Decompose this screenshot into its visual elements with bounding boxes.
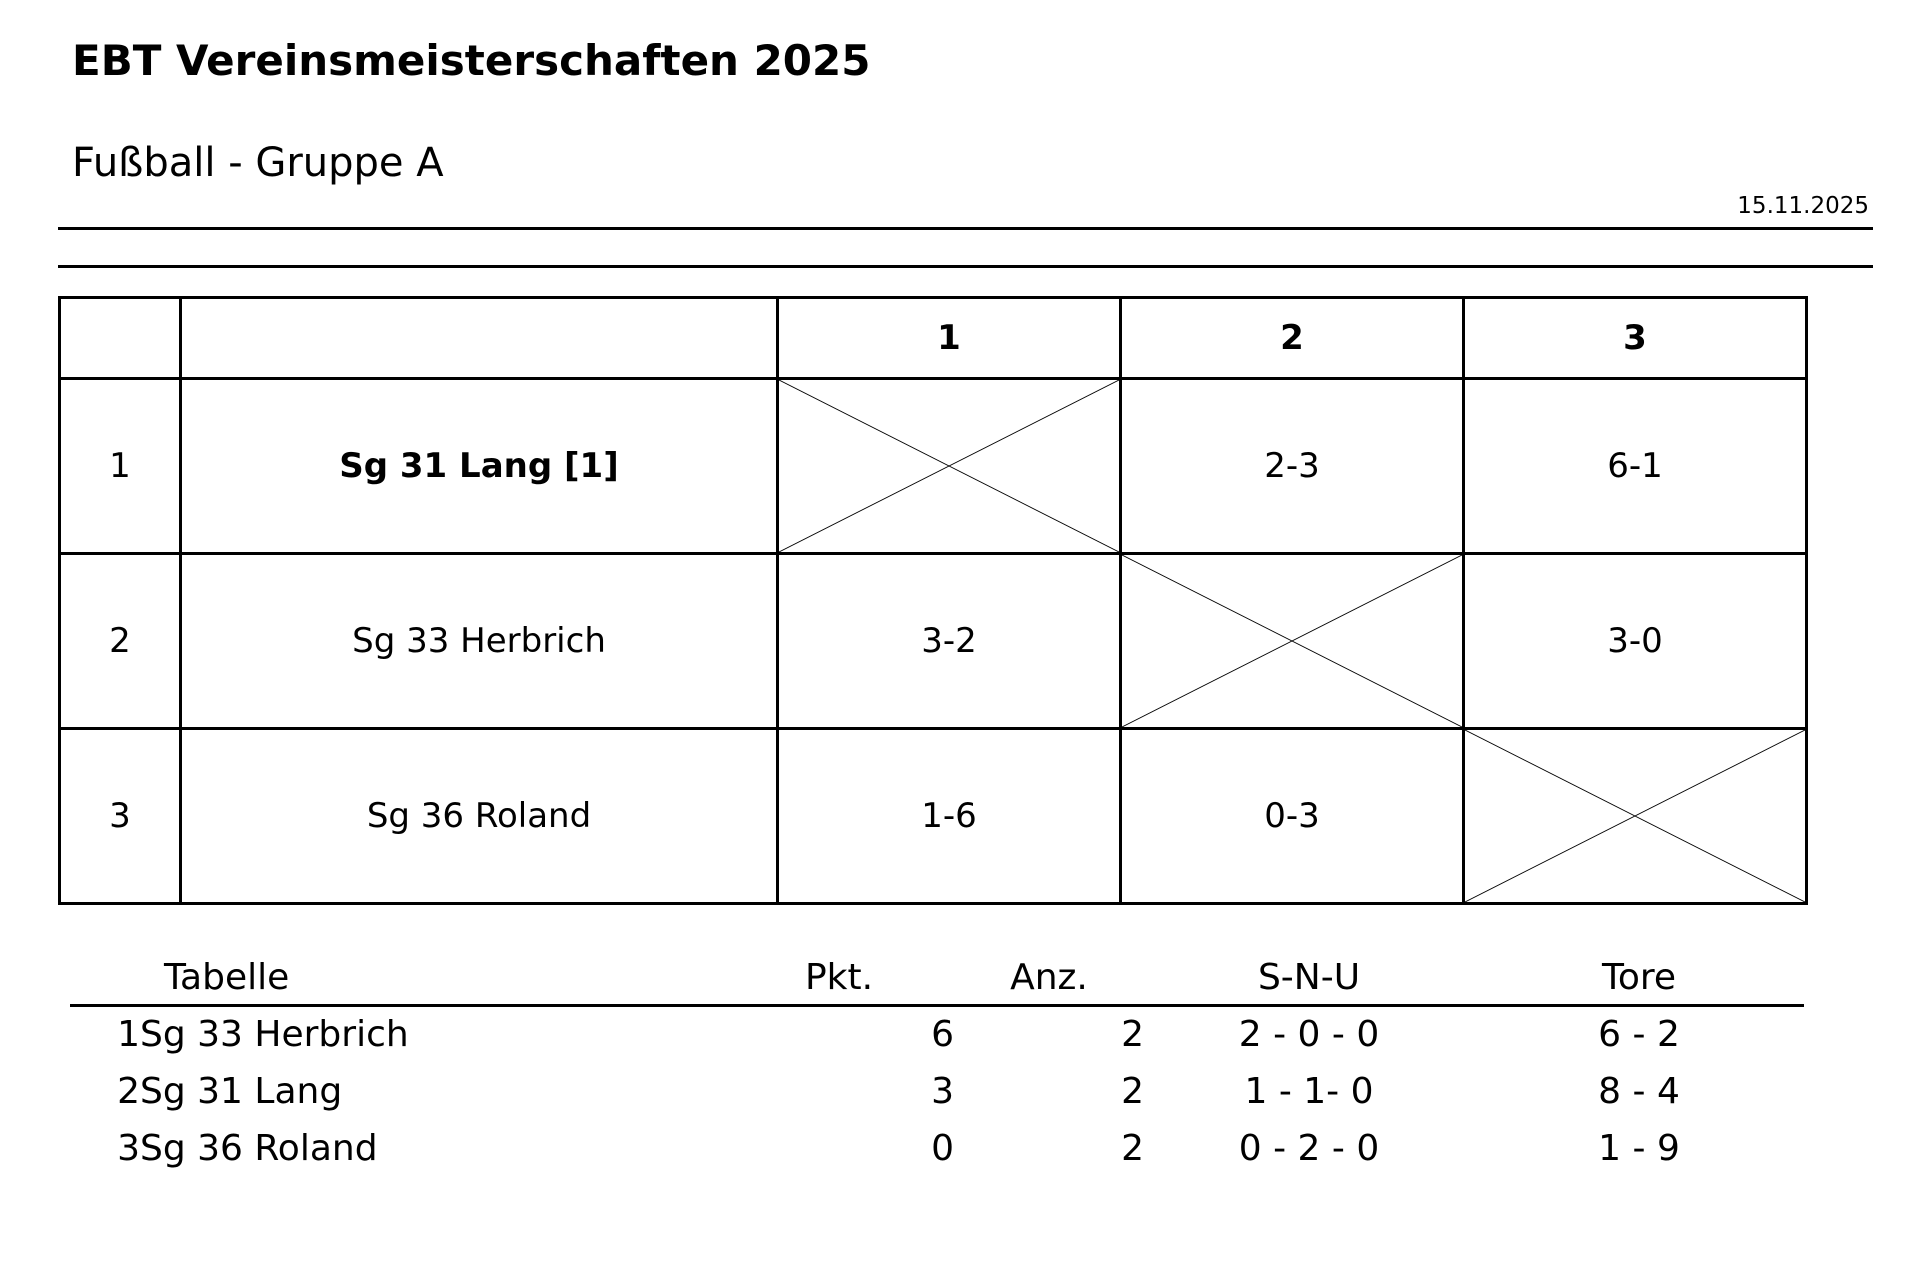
standings-header-team: Tabelle bbox=[140, 950, 724, 1006]
standings-team: Sg 33 Herbrich bbox=[140, 1014, 409, 1055]
row-team-name: Sg 31 Lang [1] bbox=[181, 379, 778, 554]
self-cell-diagonal bbox=[1121, 554, 1464, 729]
cross-table-header-row bbox=[60, 298, 1807, 379]
date-label: 15.11.2025 bbox=[1737, 193, 1869, 219]
standings-header-pos bbox=[70, 950, 140, 1006]
results-cross-table bbox=[58, 296, 1808, 905]
list-item bbox=[70, 1006, 1804, 1065]
standings-header-record: S-N-U bbox=[1144, 950, 1474, 1006]
row-rank: 3 bbox=[60, 729, 181, 904]
row-team-name: Sg 36 Roland bbox=[181, 729, 778, 904]
standings-record: 1 - 1- 0 bbox=[1244, 1071, 1374, 1112]
table-row bbox=[60, 379, 1807, 554]
standings-points: 0 bbox=[931, 1128, 954, 1169]
row-rank: 2 bbox=[60, 554, 181, 729]
standings-header-goals: Tore bbox=[1474, 950, 1804, 1006]
standings-header-row bbox=[70, 950, 1804, 1006]
standings-points: 3 bbox=[931, 1071, 954, 1112]
list-item bbox=[70, 1064, 1804, 1121]
result-cell: 1-6 bbox=[778, 729, 1121, 904]
standings-goals: 6 - 2 bbox=[1598, 1014, 1680, 1055]
standings-pos: 2 bbox=[117, 1071, 140, 1112]
standings-matches: 2 bbox=[1121, 1014, 1144, 1055]
result-cell: 3-2 bbox=[778, 554, 1121, 729]
row-team-name: Sg 33 Herbrich bbox=[181, 554, 778, 729]
standings-goals: 8 - 4 bbox=[1598, 1071, 1680, 1112]
cross-header-rank bbox=[60, 298, 181, 379]
standings-record: 2 - 0 - 0 bbox=[1238, 1014, 1380, 1055]
result-cell: 2-3 bbox=[1121, 379, 1464, 554]
standings-points: 6 bbox=[931, 1014, 954, 1055]
standings-matches: 2 bbox=[1121, 1071, 1144, 1112]
standings-header-points: Pkt. bbox=[724, 950, 954, 1006]
divider-second bbox=[58, 265, 1873, 268]
self-cell-diagonal bbox=[778, 379, 1121, 554]
cross-header-opponent-1: 1 bbox=[778, 298, 1121, 379]
standings-pos: 1 bbox=[117, 1014, 140, 1055]
result-cell: 0-3 bbox=[1121, 729, 1464, 904]
table-row bbox=[60, 554, 1807, 729]
row-rank: 1 bbox=[60, 379, 181, 554]
standings-goals: 1 - 9 bbox=[1598, 1128, 1680, 1169]
page-subtitle: Fußball - Gruppe A bbox=[72, 140, 444, 186]
standings-table bbox=[70, 950, 1804, 1178]
divider-top bbox=[58, 227, 1873, 230]
page-title: EBT Vereinsmeisterschaften 2025 bbox=[72, 36, 871, 85]
list-item bbox=[70, 1121, 1804, 1178]
cross-header-opponent-3: 3 bbox=[1464, 298, 1807, 379]
cross-header-name bbox=[181, 298, 778, 379]
standings-team: Sg 36 Roland bbox=[140, 1128, 378, 1169]
cross-header-opponent-2: 2 bbox=[1121, 298, 1464, 379]
result-cell: 3-0 bbox=[1464, 554, 1807, 729]
result-cell: 6-1 bbox=[1464, 379, 1807, 554]
standings-matches: 2 bbox=[1121, 1128, 1144, 1169]
standings-header-matches: Anz. bbox=[954, 950, 1144, 1006]
standings-team: Sg 31 Lang bbox=[140, 1071, 343, 1112]
self-cell-diagonal bbox=[1464, 729, 1807, 904]
standings-record: 0 - 2 - 0 bbox=[1238, 1128, 1380, 1169]
standings-pos: 3 bbox=[117, 1128, 140, 1169]
table-row bbox=[60, 729, 1807, 904]
standings-section bbox=[70, 950, 1690, 1178]
